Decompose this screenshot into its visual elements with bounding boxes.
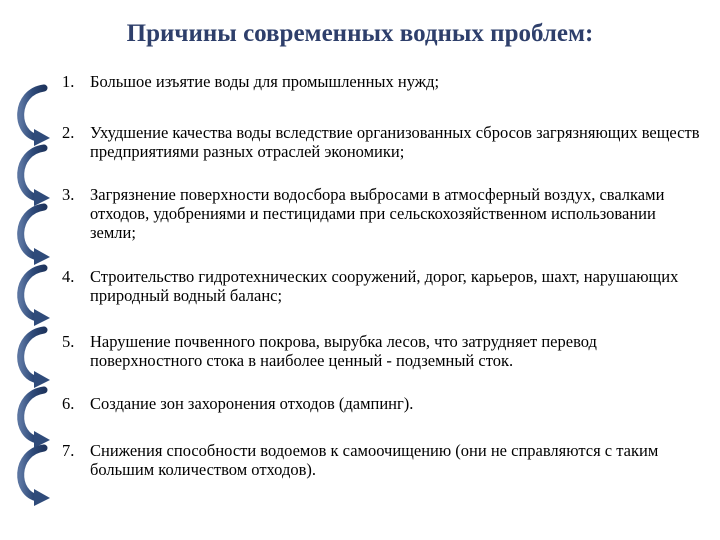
curved-arrow-icon: [21, 88, 50, 146]
list-item-3: [62, 185, 702, 242]
item-text: Загрязнение поверхности водосбора выбросами в атмосферный воздух, свалками отходов, удобрениями и пестицидами при сельскохозяйственном использовании земли;: [90, 185, 665, 242]
item-number: 4.: [62, 267, 75, 286]
page-title: Причины современных водных проблем:: [126, 20, 594, 47]
item-number: 3.: [62, 185, 75, 204]
item-number: 5.: [62, 332, 75, 351]
item-number: 7.: [62, 441, 75, 460]
item-text: Нарушение почвенного покрова, вырубка лесов, что затрудняет перевод поверхностного стока в наиболее ценный - подземный сток.: [90, 332, 597, 370]
item-text: Ухудшение качества воды вследствие организованных сбросов загрязняющих веществ предприятиями разных отраслей экономики;: [90, 123, 700, 161]
item-text: Снижения способности водоемов к самоочищению (они не справляются с таким большим количеством отходов).: [90, 441, 659, 479]
item-number: 2.: [62, 123, 75, 142]
item-number: 6.: [62, 394, 75, 413]
list-item-7: [62, 441, 702, 479]
item-number: 1.: [62, 72, 75, 91]
list-item-1: [62, 72, 702, 91]
item-text: Строительство гидротехнических сооружений, дорог, карьеров, шахт, нарушающих природный водный баланс;: [90, 267, 679, 305]
list-item-4: [62, 267, 702, 305]
curved-arrow-icon: [21, 448, 50, 506]
list-item-2: [62, 123, 702, 161]
list-item-5: [62, 332, 702, 370]
curved-arrow-icon: [21, 390, 50, 448]
curved-arrow-icon: [21, 330, 50, 388]
curved-arrow-icon: [21, 268, 50, 326]
item-text: Большое изъятие воды для промышленных нужд;: [90, 72, 440, 91]
curved-arrow-icon: [21, 207, 50, 265]
list-item-6: [62, 394, 702, 413]
curved-arrow-icon: [21, 148, 50, 206]
item-text: Создание зон захоронения отходов (дампинг).: [90, 394, 414, 413]
